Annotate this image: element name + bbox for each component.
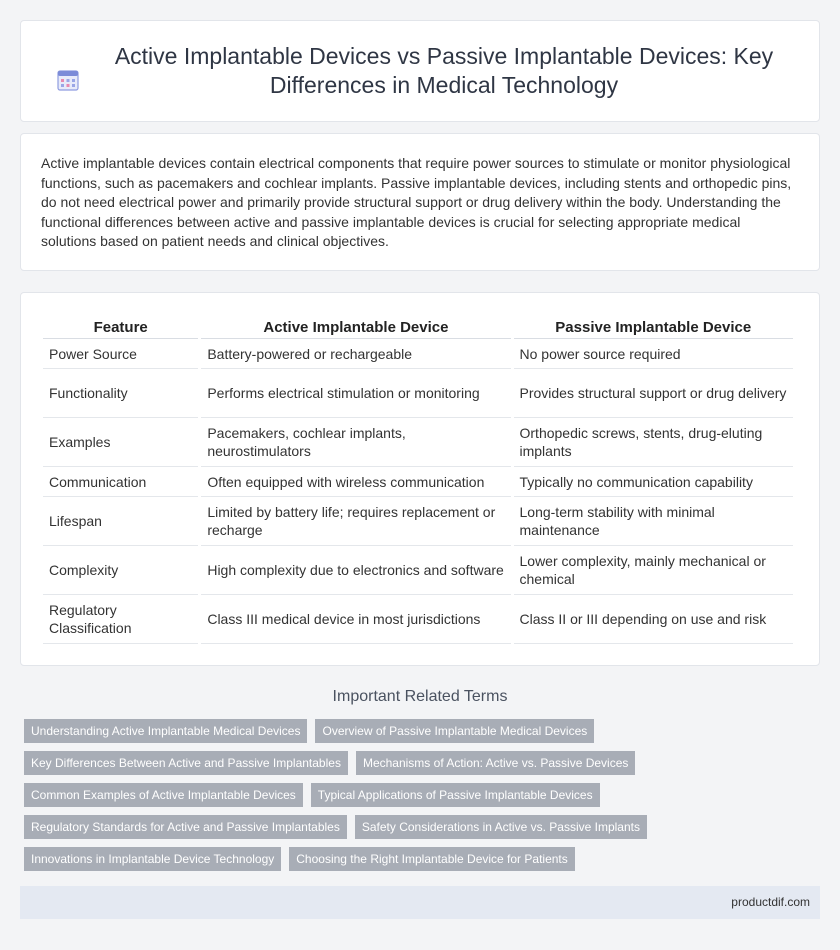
feature-cell: Examples (43, 418, 198, 467)
table-row (43, 467, 793, 497)
passive-cell: Typically no communication capability (514, 467, 794, 497)
table-row (43, 369, 793, 418)
passive-cell: Lower complexity, mainly mechanical or chemical (514, 546, 794, 595)
tag-row (24, 719, 824, 743)
related-term-tag[interactable]: Choosing the Right Implantable Device for Patients (289, 847, 574, 871)
table-header-row (43, 317, 793, 339)
intro-text: Active implantable devices contain electrical components that require power sources to stimulate or monitor physiological functions, such as pacemakers and cochlear implants. Passive implantable devices, including stents and orthopedic pins, do not need electrical power and primarily provide structural support or drug delivery within the body. Understanding the functional differences between active and passive implantable devices is crucial for selecting appropriate medical solutions based on patient needs and clinical objectives. (41, 155, 792, 249)
table-row (43, 418, 793, 467)
feature-cell: Power Source (43, 339, 198, 369)
calendar-grid-icon (56, 68, 80, 92)
related-term-tag[interactable]: Typical Applications of Passive Implantable Devices (311, 783, 600, 807)
related-term-tag[interactable]: Innovations in Implantable Device Technology (24, 847, 281, 871)
feature-cell: Complexity (43, 546, 198, 595)
title-card (20, 20, 820, 122)
header-feature: Feature (43, 317, 198, 339)
related-terms-list (24, 719, 824, 879)
active-cell: Pacemakers, cochlear implants, neurostimulators (201, 418, 510, 467)
comparison-table (40, 317, 796, 644)
related-terms-title: Important Related Terms (332, 688, 508, 705)
page-title: Active Implantable Devices vs Passive Implantable Devices: Key Differences in Medical Technology (114, 43, 774, 98)
active-cell: Limited by battery life; requires replacement or recharge (201, 497, 510, 546)
related-term-tag[interactable]: Understanding Active Implantable Medical Devices (24, 719, 307, 743)
tag-row (24, 783, 824, 807)
related-term-tag[interactable]: Common Examples of Active Implantable Devices (24, 783, 303, 807)
tag-row (24, 847, 824, 871)
table-row (43, 595, 793, 644)
comparison-card (20, 292, 820, 666)
table-row (43, 339, 793, 369)
intro-card (20, 133, 820, 271)
passive-cell: Provides structural support or drug delivery (514, 369, 794, 418)
feature-cell: Lifespan (43, 497, 198, 546)
feature-cell: Regulatory Classification (43, 595, 198, 644)
table-row (43, 546, 793, 595)
active-cell: Often equipped with wireless communication (201, 467, 510, 497)
tag-row (24, 815, 824, 839)
active-cell: Performs electrical stimulation or monitoring (201, 369, 510, 418)
active-cell: Battery-powered or rechargeable (201, 339, 510, 369)
feature-cell: Functionality (43, 369, 198, 418)
header-active: Active Implantable Device (201, 317, 510, 339)
active-cell: High complexity due to electronics and software (201, 546, 510, 595)
passive-cell: Long-term stability with minimal maintenance (514, 497, 794, 546)
footer (20, 886, 820, 919)
feature-cell: Communication (43, 467, 198, 497)
related-term-tag[interactable]: Overview of Passive Implantable Medical Devices (315, 719, 594, 743)
table-row (43, 497, 793, 546)
passive-cell: Orthopedic screws, stents, drug-eluting implants (514, 418, 794, 467)
tag-row (24, 751, 824, 775)
footer-site-link[interactable]: productdif.com (731, 895, 810, 909)
header-passive: Passive Implantable Device (514, 317, 794, 339)
related-term-tag[interactable]: Safety Considerations in Active vs. Passive Implants (355, 815, 647, 839)
related-term-tag[interactable]: Key Differences Between Active and Passive Implantables (24, 751, 348, 775)
related-term-tag[interactable]: Regulatory Standards for Active and Passive Implantables (24, 815, 347, 839)
active-cell: Class III medical device in most jurisdictions (201, 595, 510, 644)
related-term-tag[interactable]: Mechanisms of Action: Active vs. Passive Devices (356, 751, 635, 775)
passive-cell: No power source required (514, 339, 794, 369)
passive-cell: Class II or III depending on use and risk (514, 595, 794, 644)
